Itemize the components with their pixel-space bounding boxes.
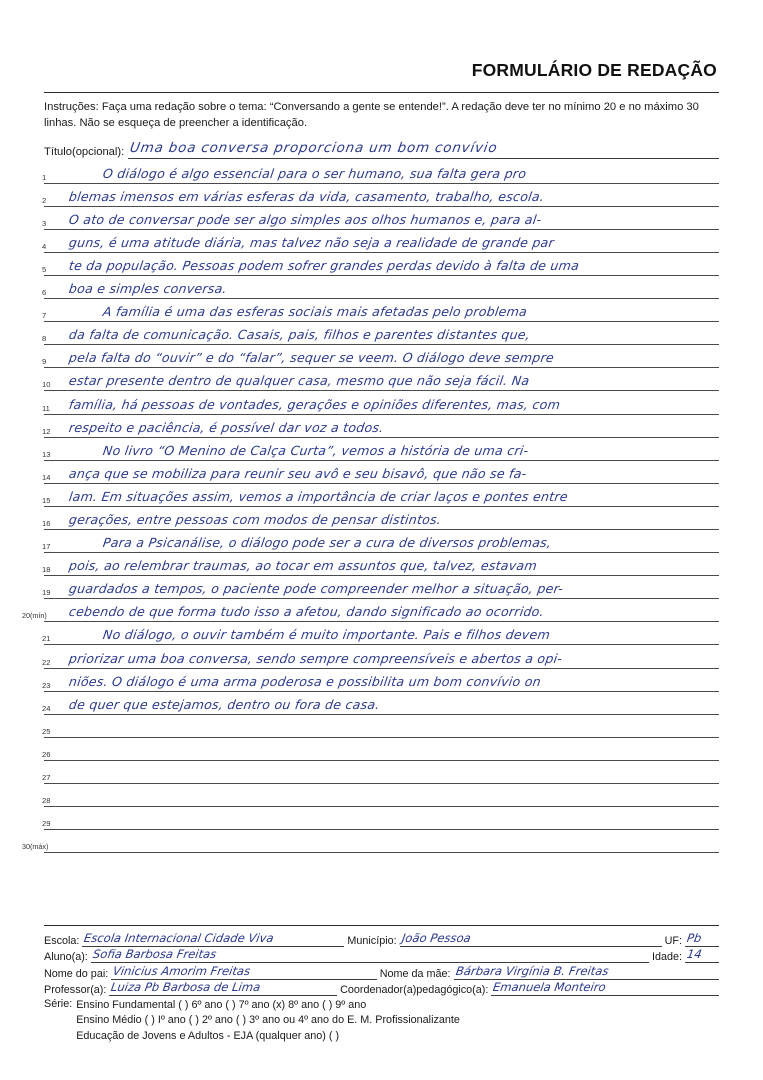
nome-pai-label: Nome do pai: <box>44 967 109 980</box>
essay-line-number: 18 <box>42 565 51 575</box>
essay-line[interactable] <box>44 160 719 183</box>
essay-line-number: 11 <box>42 403 50 413</box>
essay-lines <box>22 160 719 853</box>
uf-input[interactable] <box>685 932 719 947</box>
title-field-input[interactable] <box>128 140 719 159</box>
nome-mae-value: Bárbara Virgínia B. Freitas <box>454 963 610 978</box>
municipio-label: Município: <box>347 934 397 947</box>
essay-line[interactable] <box>44 807 719 830</box>
essay-line-text: cebendo de que forma tudo isso a afetou, dando significado ao ocorrido. <box>68 604 546 620</box>
essay-line[interactable] <box>44 715 719 738</box>
page-title: FORMULÁRIO DE REDAÇÃO <box>471 60 717 80</box>
essay-line-number: 10 <box>42 380 51 390</box>
title-field-value: Uma boa conversa proporciona um bom convívio <box>128 140 499 157</box>
essay-line-number: 25 <box>42 726 51 736</box>
escola-value: Escola Internacional Cidade Viva <box>83 930 276 945</box>
essay-line[interactable] <box>44 761 719 784</box>
essay-line-number: 24 <box>42 703 51 713</box>
essay-line-number: 29 <box>42 819 51 829</box>
essay-line-number: 19 <box>42 588 51 598</box>
identification-block <box>44 925 719 1044</box>
essay-line-number: 6 <box>42 288 47 298</box>
nome-pai-input[interactable] <box>111 965 376 980</box>
essay-line[interactable] <box>44 276 719 299</box>
essay-line-text: família, há pessoas de vontades, gerações e opiniões diferentes, mas, com <box>68 396 562 412</box>
row-aluno-idade <box>44 947 719 964</box>
essay-line-number: 3 <box>42 218 47 228</box>
essay-line[interactable] <box>44 738 719 761</box>
serie-label: Série: <box>44 998 73 1011</box>
essay-line-text: respeito e paciência, é possível dar voz a todos. <box>68 419 385 435</box>
essay-line-number: 13 <box>42 449 51 459</box>
essay-line[interactable] <box>44 438 719 461</box>
essay-line[interactable] <box>44 391 719 414</box>
essay-line[interactable] <box>44 507 719 530</box>
professor-label: Professor(a): <box>44 984 107 997</box>
essay-line-text: No diálogo, o ouvir também é muito importante. Pais e filhos devem <box>102 627 552 643</box>
essay-line-text: pela falta do “ouvir” e do “falar”, sequer se veem. O diálogo deve sempre <box>68 350 556 366</box>
row-professor-coordenador <box>44 980 719 997</box>
serie-option-medio[interactable]: Ensino Médio ( ) Iº ano ( ) 2º ano ( ) 3º ano ou 4º ano do E. M. Profissionalizante <box>76 1014 460 1027</box>
essay-line-number: 5 <box>42 264 47 274</box>
essay-line[interactable] <box>44 322 719 345</box>
municipio-value: João Pessoa <box>400 930 472 945</box>
essay-line-number: 16 <box>42 518 51 528</box>
identification-divider <box>44 925 719 926</box>
essay-line[interactable] <box>44 622 719 645</box>
essay-line-number: 4 <box>42 241 47 251</box>
essay-line-number: 22 <box>42 657 51 667</box>
essay-line-number: 9 <box>42 357 47 367</box>
essay-line[interactable] <box>44 484 719 507</box>
aluno-input[interactable] <box>91 948 649 963</box>
uf-label: UF: <box>664 934 682 947</box>
essay-line[interactable] <box>44 184 719 207</box>
serie-option-eja[interactable]: Educação de Jovens e Adultos - EJA (qualquer ano) ( ) <box>76 1029 340 1042</box>
essay-line[interactable] <box>44 669 719 692</box>
essay-line[interactable] <box>44 645 719 668</box>
essay-line-text: gerações, entre pessoas com modos de pensar distintos. <box>68 511 443 527</box>
essay-line[interactable] <box>44 230 719 253</box>
essay-line-number: 17 <box>42 542 51 552</box>
nome-pai-value: Vinicius Amorim Freitas <box>112 963 252 978</box>
essay-line-number: 23 <box>42 680 51 690</box>
idade-value: 14 <box>685 947 703 962</box>
essay-line-text: boa e simples conversa. <box>68 281 228 297</box>
essay-line-number: 27 <box>42 773 51 782</box>
escola-input[interactable] <box>82 932 344 947</box>
essay-line[interactable] <box>44 461 719 484</box>
essay-line-text: guardados a tempos, o paciente pode compreender melhor a situação, per- <box>68 581 565 597</box>
essay-line-number: 8 <box>42 334 47 344</box>
nome-mae-label: Nome da mãe: <box>379 967 451 980</box>
coordenador-input[interactable] <box>491 981 719 996</box>
aluno-label: Aluno(a): <box>44 951 88 964</box>
essay-line-text: A família é uma das esferas sociais mais afetadas pelo problema <box>102 304 529 320</box>
essay-line-number: 28 <box>42 796 51 806</box>
essay-line[interactable] <box>44 553 719 576</box>
essay-line[interactable] <box>44 415 719 438</box>
essay-line-text: blemas imensos em várias esferas da vida, casamento, trabalho, escola. <box>68 188 546 204</box>
escola-label: Escola: <box>44 934 80 947</box>
essay-line-number: 14 <box>42 472 51 482</box>
aluno-value: Sofia Barbosa Freitas <box>91 947 218 962</box>
essay-line-number: 12 <box>42 426 51 436</box>
essay-line[interactable] <box>44 692 719 715</box>
essay-line-number: 15 <box>42 495 51 505</box>
coordenador-value: Emanuela Monteiro <box>492 980 608 995</box>
row-escola-municipio-uf <box>44 930 719 947</box>
essay-line[interactable] <box>44 253 719 276</box>
coordenador-label: Coordenador(a)pedagógico(a): <box>340 984 489 997</box>
instructions-text: Instruções: Faça uma redação sobre o tema: “Conversando a gente se entende!”. A redação deve ter no mínimo 20 e no máximo 30 linhas. Não se esqueça de preencher a identificação. <box>44 101 699 130</box>
essay-line[interactable] <box>44 576 719 599</box>
essay-line-number: 30(máx) <box>22 842 49 852</box>
title-field-row <box>44 140 719 159</box>
essay-line-text: estar presente dentro de qualquer casa, mesmo que não seja fácil. Na <box>68 373 531 389</box>
professor-value: Luiza Pb Barbosa de Lima <box>110 980 262 995</box>
essay-line-text: te da população. Pessoas podem sofrer grandes perdas devido à falta de uma <box>68 257 581 273</box>
header-divider <box>44 92 719 93</box>
essay-line-text: priorizar uma boa conversa, sendo sempre compreensíveis e abertos a opi- <box>68 650 564 666</box>
serie-option-fundamental[interactable]: Ensino Fundamental ( ) 6º ano ( ) 7º ano (x) 8º ano ( ) 9º ano <box>76 999 367 1012</box>
essay-line-text: O diálogo é algo essencial para o ser humano, sua falta gera pro <box>102 165 528 181</box>
municipio-input[interactable] <box>400 932 662 947</box>
essay-line-text: Para a Psicanálise, o diálogo pode ser a cura de diversos problemas, <box>102 535 553 551</box>
essay-line[interactable] <box>22 830 719 853</box>
essay-line-number: 7 <box>42 311 47 321</box>
essay-line-number: 1 <box>42 172 47 182</box>
essay-line-number: 21 <box>42 634 51 644</box>
essay-line[interactable] <box>44 299 719 322</box>
essay-line-text: da falta de comunicação. Casais, pais, filhos e parentes distantes que, <box>68 327 532 343</box>
uf-value: Pb <box>685 930 703 945</box>
essay-line-text: O ato de conversar pode ser algo simples aos olhos humanos e, para al- <box>68 211 543 227</box>
essay-line[interactable] <box>44 530 719 553</box>
row-pai-mae <box>44 963 719 980</box>
essay-line-text: No livro “O Menino de Calça Curta”, vemos a história de uma cri- <box>102 442 530 458</box>
essay-line-number: 20(mín) <box>22 611 47 621</box>
essay-line[interactable] <box>44 207 719 230</box>
row-serie <box>44 998 719 1044</box>
essay-line-text: de quer que estejamos, dentro ou fora de casa. <box>68 696 381 712</box>
essay-line-text: guns, é uma atitude diária, mas talvez não seja a realidade de grande par <box>68 234 556 250</box>
idade-input[interactable] <box>685 948 719 963</box>
idade-label: Idade: <box>651 951 682 964</box>
essay-line[interactable] <box>44 784 719 807</box>
nome-mae-input[interactable] <box>454 965 719 980</box>
essay-line-text: niões. O diálogo é uma arma poderosa e possibilita um bom convívio on <box>68 673 543 689</box>
essay-line-number: 2 <box>42 195 47 205</box>
essay-line-number: 26 <box>42 749 51 759</box>
professor-input[interactable] <box>109 981 337 996</box>
essay-line[interactable] <box>44 345 719 368</box>
essay-line-text: ança que se mobiliza para reunir seu avô e seu bisavô, que não se fa- <box>68 465 528 481</box>
essay-line[interactable] <box>22 599 719 622</box>
essay-line[interactable] <box>44 368 719 391</box>
essay-line-text: pois, ao relembrar traumas, ao tocar em assuntos que, talvez, estavam <box>68 558 539 574</box>
essay-line-text: lam. Em situações assim, vemos a importância de criar laços e pontes entre <box>68 488 569 504</box>
title-field-label: Título(opcional): <box>44 146 125 159</box>
